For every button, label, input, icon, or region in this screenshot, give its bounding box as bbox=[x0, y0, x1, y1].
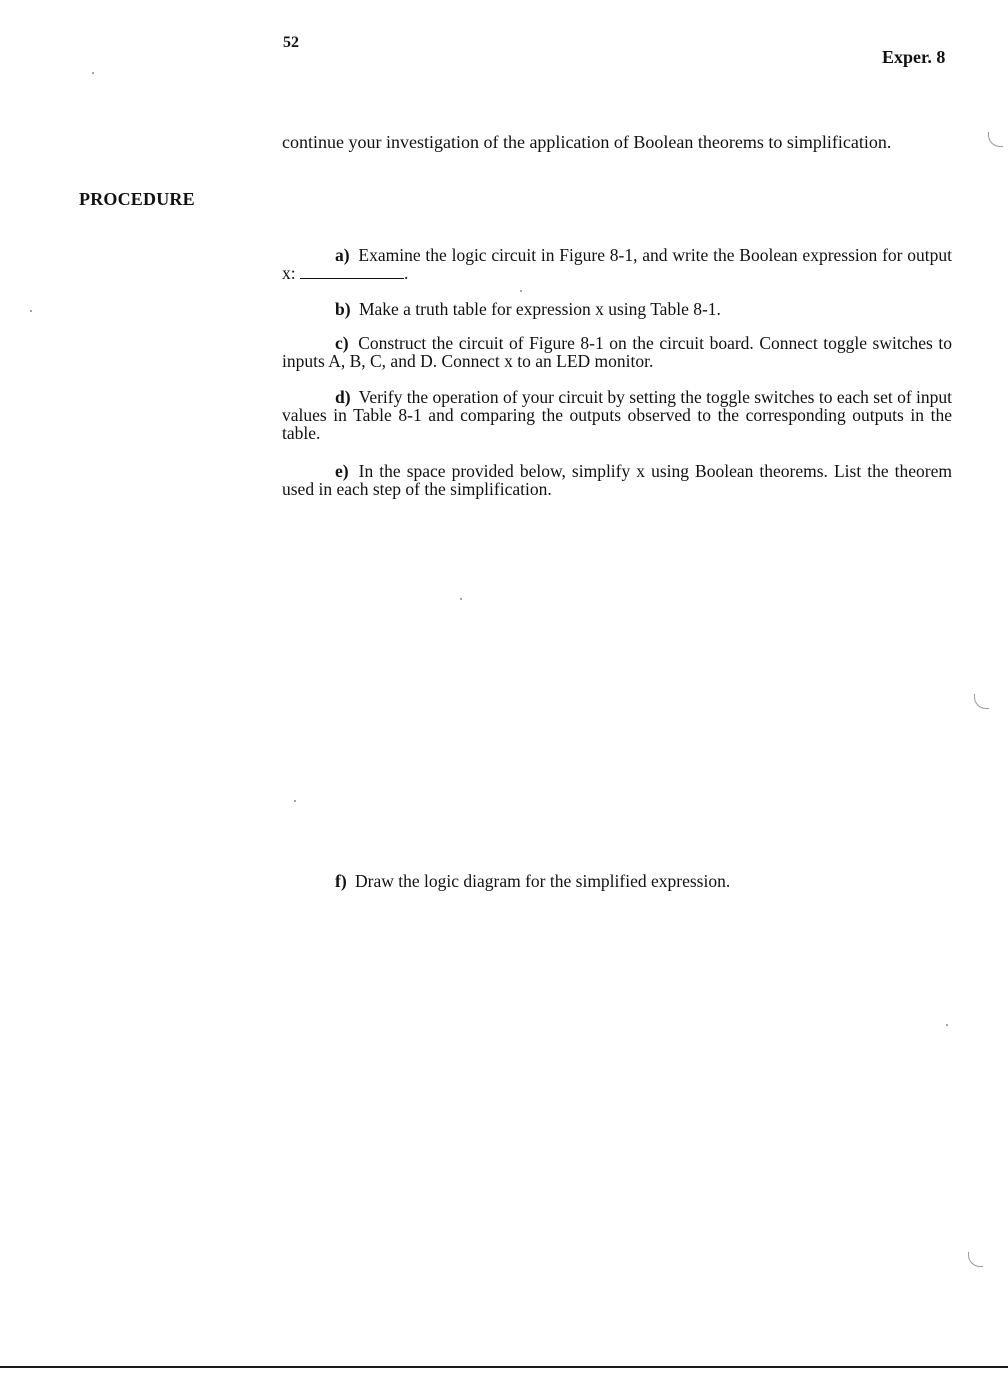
step-text: Draw the logic diagram for the simplified expression. bbox=[355, 871, 731, 891]
step-label: d) bbox=[335, 387, 351, 407]
scan-speck bbox=[946, 1024, 948, 1026]
scan-speck bbox=[460, 598, 462, 600]
step-text-end: . bbox=[404, 263, 409, 283]
scan-speck bbox=[92, 72, 94, 74]
step-label: e) bbox=[335, 461, 349, 481]
step-text: Examine the logic circuit in Figure 8-1, and write the Boolean expression for output x: bbox=[282, 245, 953, 283]
procedure-step-a bbox=[282, 246, 952, 282]
step-text: Verify the operation of your circuit by setting the toggle switches to each set of input values in Table 8-1 and comparing the outputs observed to the corresponding outputs in the table. bbox=[282, 387, 953, 443]
procedure-step-f bbox=[282, 872, 952, 890]
procedure-step-e bbox=[282, 462, 952, 498]
step-text: Construct the circuit of Figure 8-1 on the circuit board. Connect toggle switches to inputs A, B, C, and D. Connect x to an LED monitor. bbox=[282, 333, 953, 371]
procedure-step-d bbox=[282, 388, 952, 442]
bottom-rule bbox=[0, 1366, 1008, 1368]
intro-paragraph: continue your investigation of the application of Boolean theorems to simplification. bbox=[282, 132, 892, 152]
scan-margin-mark bbox=[974, 694, 989, 709]
experiment-label: Exper. 8 bbox=[882, 47, 946, 67]
procedure-step-b bbox=[282, 300, 952, 318]
scan-speck bbox=[30, 310, 32, 312]
scan-margin-mark bbox=[988, 132, 1003, 147]
section-heading-procedure: PROCEDURE bbox=[79, 189, 195, 209]
step-label: b) bbox=[335, 299, 351, 319]
answer-blank-line[interactable] bbox=[300, 266, 404, 279]
step-text: In the space provided below, simplify x using Boolean theorems. List the theorem used in each step of the simplification. bbox=[282, 461, 952, 499]
step-label: f) bbox=[335, 871, 347, 891]
procedure-step-c bbox=[282, 334, 952, 370]
scan-speck bbox=[294, 800, 296, 802]
scan-speck bbox=[520, 290, 522, 292]
step-text: Make a truth table for expression x using Table 8-1. bbox=[358, 299, 721, 319]
scan-margin-mark bbox=[968, 1252, 983, 1267]
step-label: c) bbox=[335, 333, 349, 353]
page-number: 52 bbox=[283, 34, 299, 51]
step-label: a) bbox=[335, 245, 350, 265]
